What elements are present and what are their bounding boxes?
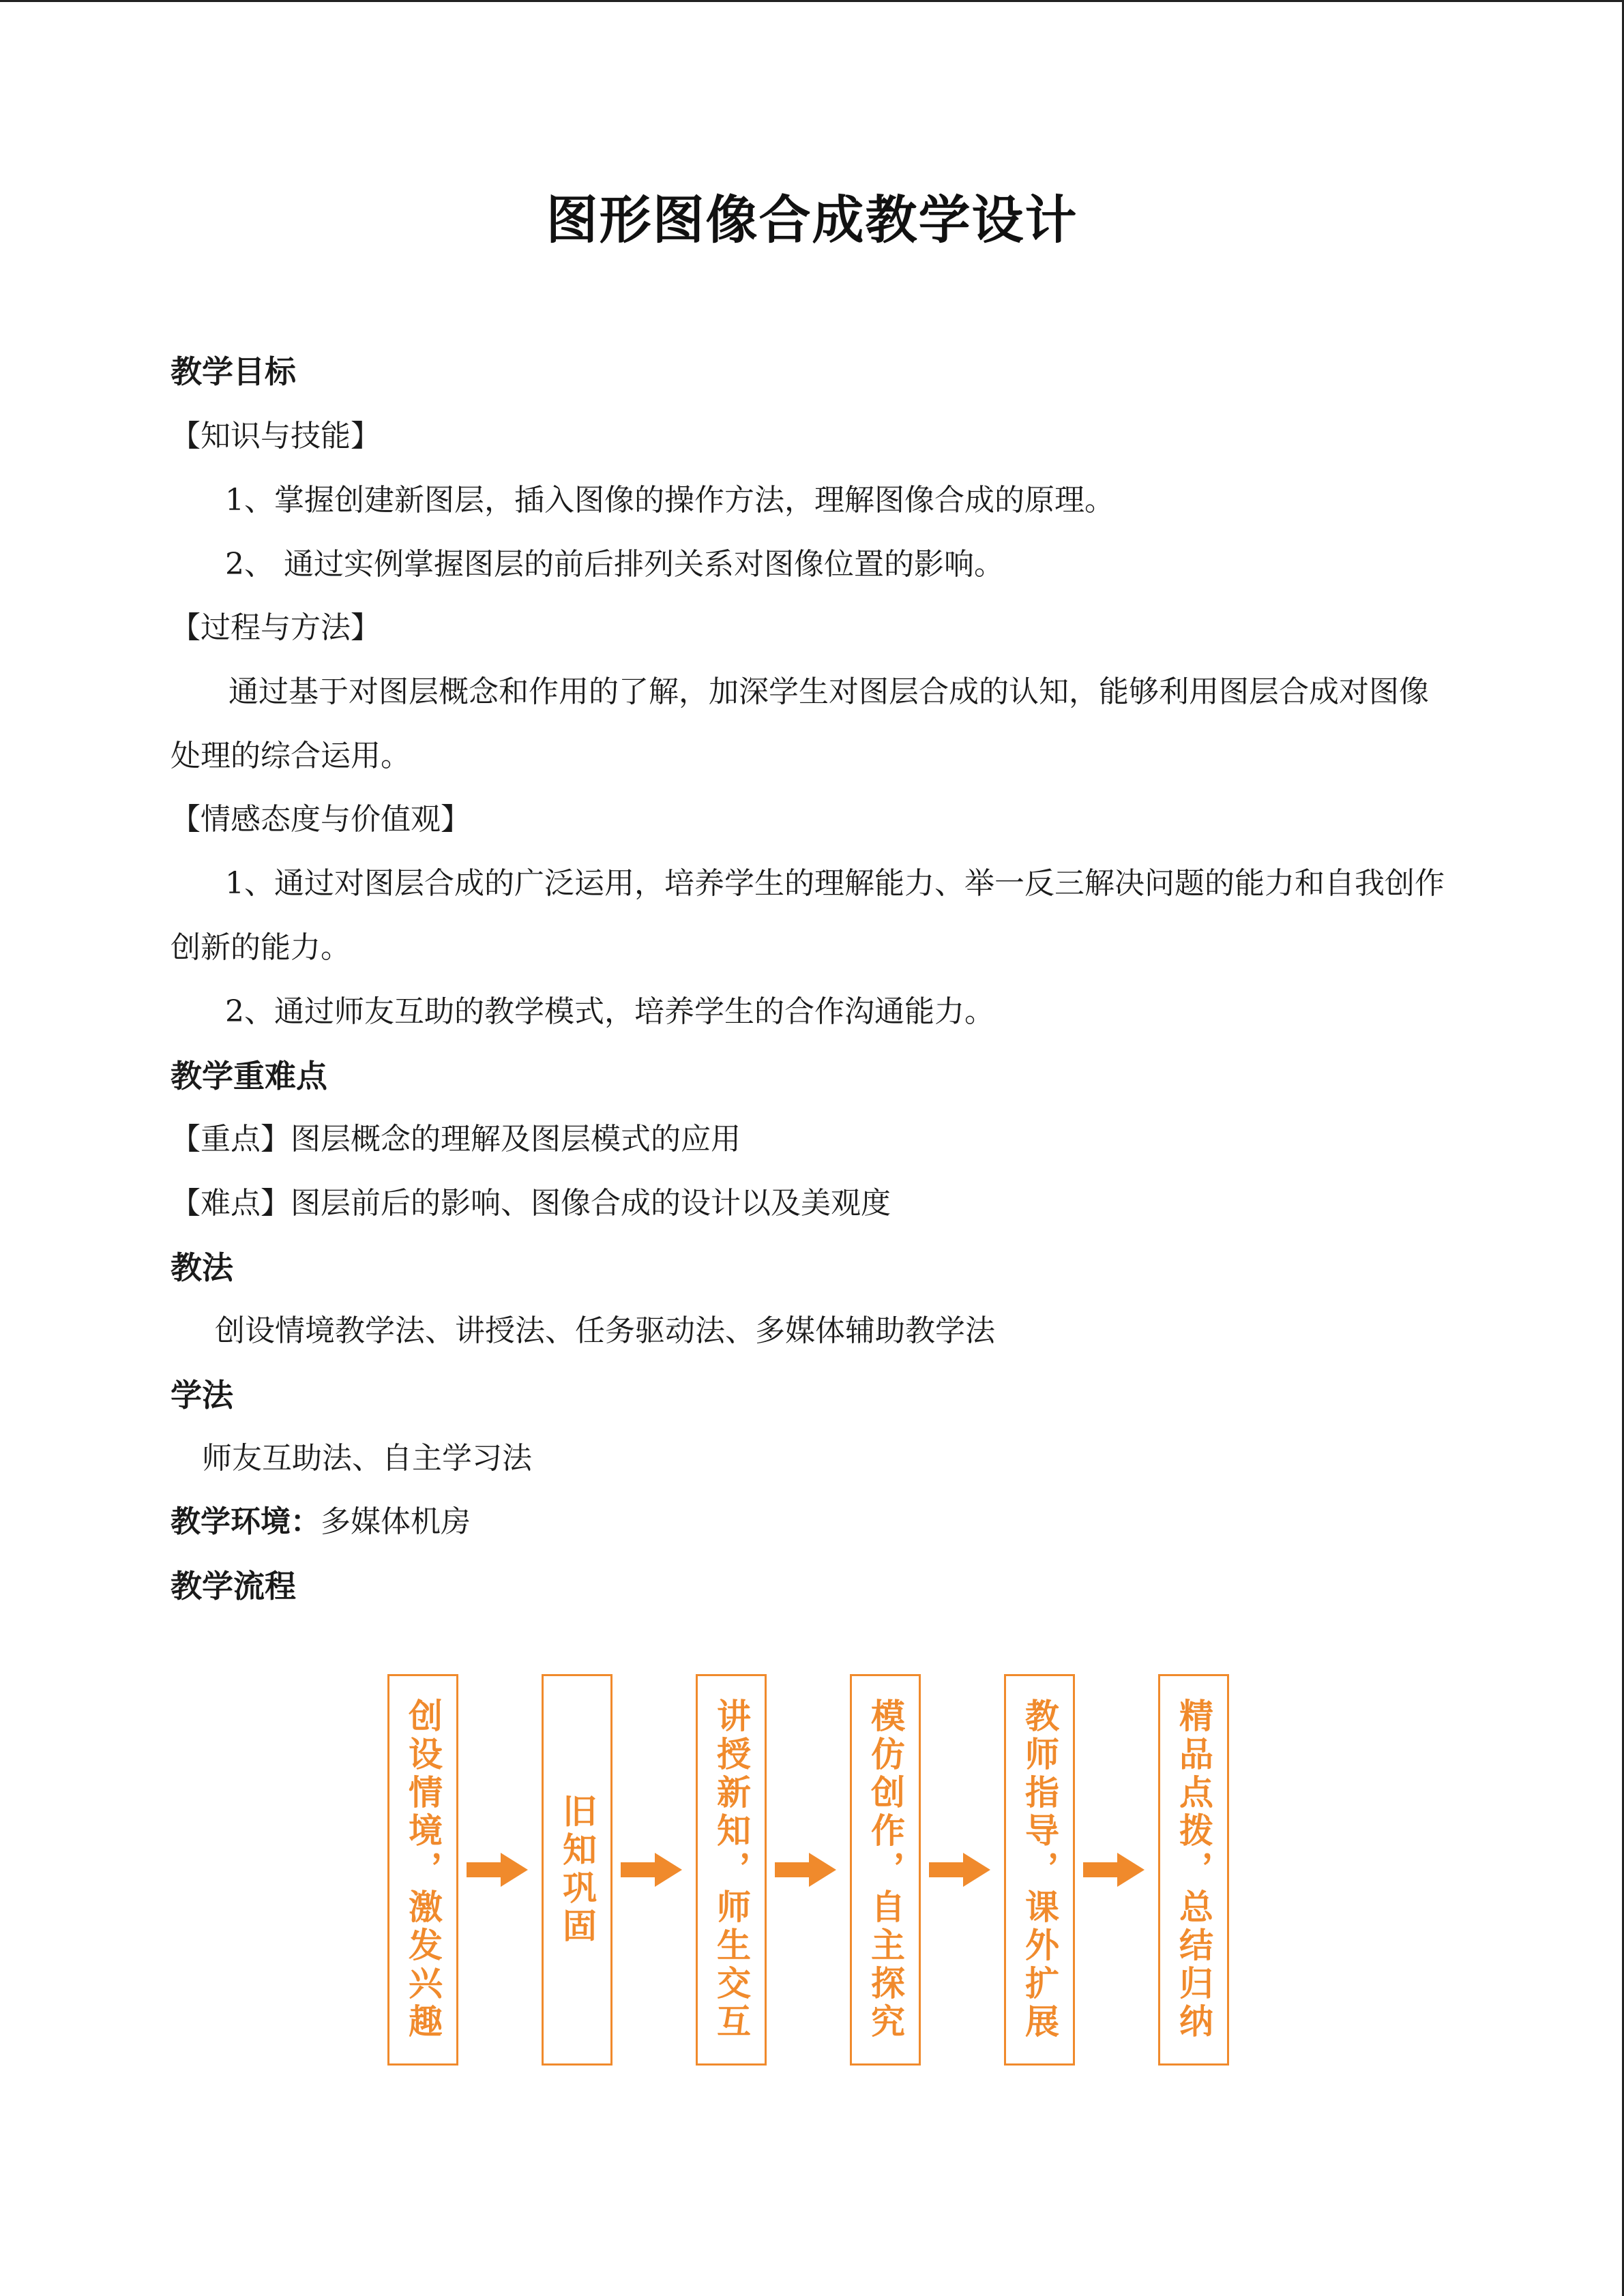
goals-heading: 教学目标 bbox=[171, 353, 296, 390]
arrow-right-icon bbox=[621, 1853, 682, 1887]
flow-step-5 bbox=[1004, 1674, 1075, 2066]
emotion-item-1-line-1: 1、通过对图层合成的广泛运用，培养学生的理解能力、举一反三解决问题的能力和自我创作 bbox=[225, 866, 1445, 901]
emotion-item-2: 2、通过师友互助的教学模式，培养学生的合作沟通能力。 bbox=[225, 994, 994, 1029]
environment-label: 教学环境： bbox=[171, 1504, 321, 1539]
flow-step-3 bbox=[696, 1674, 767, 2066]
teaching-method-heading: 教法 bbox=[171, 1249, 233, 1286]
arrow-right-icon bbox=[775, 1853, 836, 1887]
teaching-flow-diagram bbox=[382, 1674, 1241, 2070]
arrow-right-icon bbox=[929, 1853, 990, 1887]
knowledge-item-1: 1、掌握创建新图层，插入图像的操作方法，理解图像合成的原理。 bbox=[225, 483, 1114, 518]
emotion-heading: 【情感态度与价值观】 bbox=[171, 802, 471, 837]
flow-step-4-label: 模仿创作，自主探究 bbox=[866, 1698, 905, 2042]
flow-step-3-label: 讲授新知，师生交互 bbox=[711, 1698, 751, 2042]
flow-step-6-label: 精品点拨，总结归纳 bbox=[1174, 1698, 1213, 2042]
teaching-method: 创设情境教学法、讲授法、任务驱动法、多媒体辅助教学法 bbox=[215, 1313, 995, 1348]
emotion-item-1-line-2: 创新的能力。 bbox=[171, 930, 351, 965]
arrow-right-icon bbox=[467, 1853, 528, 1887]
flow-step-1 bbox=[387, 1674, 458, 2066]
knowledge-heading: 【知识与技能】 bbox=[171, 419, 381, 453]
keypoints-heading: 教学重难点 bbox=[171, 1058, 327, 1094]
page-border-top bbox=[0, 0, 1624, 2]
process-line-1: 通过基于对图层概念和作用的了解，加深学生对图层合成的认知，能够利用图层合成对图像 bbox=[228, 674, 1429, 709]
flow-step-2-label: 旧知巩固 bbox=[557, 1793, 597, 1946]
flow-step-4 bbox=[850, 1674, 921, 2066]
page-title: 图形图像合成教学设计 bbox=[546, 190, 1078, 250]
difficult-point: 【难点】图层前后的影响、图像合成的设计以及美观度 bbox=[171, 1186, 891, 1221]
flow-step-2 bbox=[542, 1674, 612, 2066]
learning-method: 师友互助法、自主学习法 bbox=[202, 1441, 532, 1476]
process-heading: 【过程与方法】 bbox=[171, 610, 381, 645]
environment-line bbox=[171, 1504, 471, 1539]
flow-step-6 bbox=[1158, 1674, 1229, 2066]
process-line-2: 处理的综合运用。 bbox=[171, 739, 411, 773]
flow-step-5-label: 教师指导，课外扩展 bbox=[1020, 1698, 1059, 2042]
key-point: 【重点】图层概念的理解及图层模式的应用 bbox=[171, 1122, 741, 1157]
learning-method-heading: 学法 bbox=[171, 1377, 233, 1414]
knowledge-item-2: 2、 通过实例掌握图层的前后排列关系对图像位置的影响。 bbox=[225, 547, 1004, 582]
flow-heading: 教学流程 bbox=[171, 1568, 296, 1605]
arrow-right-icon bbox=[1083, 1853, 1145, 1887]
environment-value: 多媒体机房 bbox=[321, 1504, 471, 1539]
flow-step-1-label: 创设情境，激发兴趣 bbox=[403, 1698, 443, 2042]
